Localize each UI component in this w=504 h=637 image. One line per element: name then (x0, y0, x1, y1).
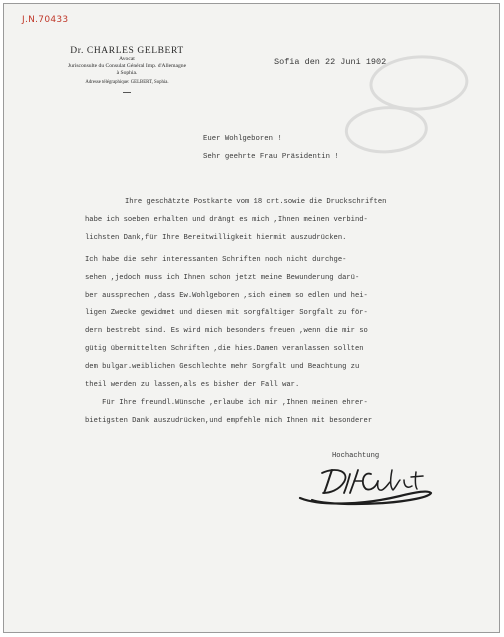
letterhead-name: Dr. CHARLES GELBERT (70, 46, 184, 56)
handwritten-signature (292, 460, 437, 512)
body-line-5: sehen ,jedoch muss ich Ihnen schon jetzt meine Bewunderung darü- (85, 273, 360, 282)
letterhead-divider (123, 92, 131, 93)
closing-phrase: Hochachtung (332, 452, 380, 460)
body-line-11: theil werden zu lassen,als es bisher der Fall war. (85, 381, 300, 390)
body-line-3: lichsten Dank,für Ihre Bereitwilligkeit hiermit auszudrücken. (85, 233, 347, 242)
letter-date: Sofia den 22 Juni 1902 (274, 57, 387, 67)
body-line-4: Ich habe die sehr interessanten Schriften noch nicht durchge- (85, 255, 347, 264)
letterhead-line-2: Jurisconsulte du Consulat Général Imp. d'Allemagne (67, 63, 187, 69)
body-line-1: Ihre geschätzte Postkarte vom 18 crt.sowie die Druckschriften (125, 198, 387, 206)
body-line-6: ber aussprechen ,dass Ew.Wohlgeboren ,sich einem so edlen und hei- (85, 291, 368, 300)
body-line-9: gütig übermittelten Schriften ,die hies.Damen veranlassen sollten (85, 345, 364, 354)
letterhead-line-3: à Sophia. (116, 70, 138, 76)
body-line-13: bietigsten Dank auszudrücken,und empfehle mich Ihnen mit besonderer (85, 416, 373, 425)
body-line-8: dern bestrebt sind. Es wird mich besonders freuen ,wenn die mir so (85, 327, 368, 336)
letter-body (85, 194, 386, 431)
body-line-7: ligen Zwecke gewidmet und diesen mit sorgfältiger Sorgfalt zu för- (85, 309, 368, 318)
archive-number-stamp: J.N.70433 (22, 15, 69, 25)
letterhead-line-1: Avocat (119, 56, 135, 62)
body-line-10: dem bulgar.weiblichen Geschlechte mehr Sorgfalt und Beachtung zu (85, 363, 360, 372)
salutation (203, 130, 339, 166)
letter-sheet (3, 3, 500, 633)
salutation-line-2: Sehr geehrte Frau Präsidentin ! (203, 153, 339, 161)
letterhead (42, 46, 212, 93)
body-line-2: habe ich soeben erhalten und drängt es mich ,Ihnen meinen verbind- (85, 215, 368, 224)
body-line-12: Für Ihre freundl.Wünsche ,erlaube ich mir ,Ihnen meinen ehrer- (85, 398, 368, 407)
letterhead-telegraph: Adresse télégraphique: GELBERT, Sophia. (85, 80, 169, 85)
salutation-line-1: Euer Wohlgeboren ! (203, 135, 282, 143)
